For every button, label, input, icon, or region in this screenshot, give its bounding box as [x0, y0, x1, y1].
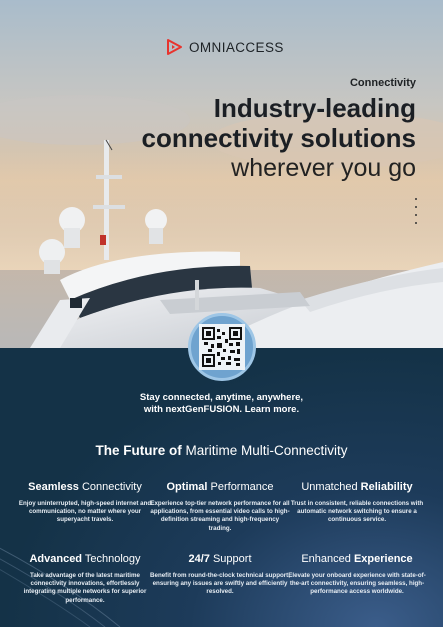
hero-headline — [142, 93, 417, 183]
qr-code-icon — [202, 327, 242, 367]
decorative-dots — [415, 198, 417, 224]
feature-title-bold: Seamless — [28, 481, 79, 493]
feature-title: Support — [212, 553, 252, 565]
hero-eyebrow: Connectivity — [349, 77, 416, 89]
section-title — [0, 443, 443, 458]
section-title-a: The Future of — [95, 443, 182, 458]
feature-seamless-connectivity — [15, 481, 155, 525]
feature-title-bold: Optimal — [166, 481, 208, 493]
feature-title: Unmatched — [301, 481, 358, 493]
feature-unmatched-reliability — [287, 481, 427, 525]
play-triangle-icon — [165, 38, 183, 56]
feature-enhanced-experience — [287, 553, 427, 597]
section-title-b: Maritime Multi-Connectivity — [185, 443, 348, 458]
feature-description: Trust in consistent, reliable connections with automatic network switching to ensure a continuous service. — [290, 500, 424, 524]
brand-name: OMNIACCESS — [189, 39, 284, 55]
feature-title-bold: 24/7 — [188, 553, 210, 565]
headline-line-3: wherever you go — [231, 154, 416, 182]
feature-description: Experience top-tier network performance for all applications, from essential video calls to high-definition streaming and high-frequency trading. — [150, 500, 290, 532]
brand-logo[interactable] — [165, 38, 284, 56]
feature-title-bold: Advanced — [29, 553, 83, 565]
feature-description: Take advantage of the latest maritime connectivity innovations, effortlessly integrating multiple networks for superior performance. — [23, 572, 147, 604]
feature-title: Performance — [210, 481, 274, 493]
feature-title: Connectivity — [81, 481, 142, 493]
feature-advanced-technology — [15, 553, 155, 605]
feature-description: Benefit from round-the-clock technical support, ensuring any issues are swiftly and efficiently resolved. — [150, 572, 290, 596]
feature-description: Enjoy uninterrupted, high-speed internet and communication, no matter where your superyacht travels. — [18, 500, 152, 524]
feature-title-bold: Reliability — [360, 481, 413, 493]
feature-24-7-support — [150, 553, 290, 597]
headline-line-2: connectivity solutions — [141, 123, 416, 153]
cta-text[interactable] — [0, 392, 443, 416]
feature-title-bold: Experience — [353, 553, 413, 565]
feature-optimal-performance — [150, 481, 290, 533]
headline-line-1: Industry-leading — [213, 93, 416, 123]
qr-code-badge[interactable] — [188, 313, 256, 381]
feature-description: Elevate your onboard experience with state-of-the-art connectivity, ensuring seamless, high-performance access worldwide. — [288, 572, 426, 596]
cta-line-1: Stay connected, anytime, anywhere, — [139, 392, 304, 403]
feature-title: Enhanced — [301, 553, 351, 565]
feature-title: Technology — [84, 553, 141, 565]
cta-line-2: with nextGenFUSION. Learn more. — [143, 404, 300, 415]
